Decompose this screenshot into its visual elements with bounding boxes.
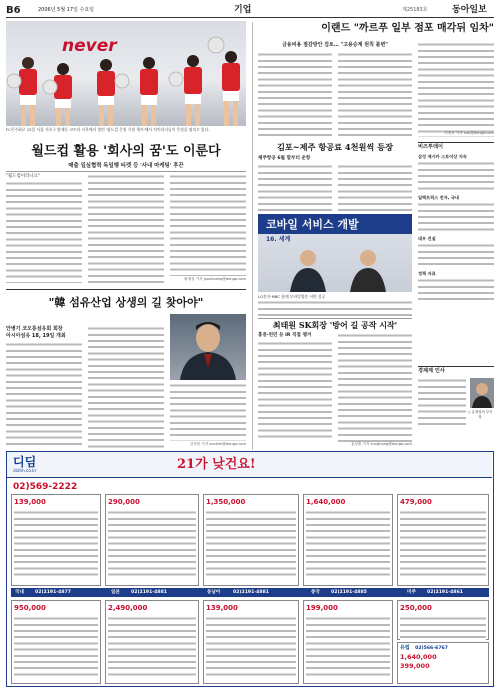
ad-price: 479,000 xyxy=(400,498,432,506)
ad-phone: 02)2191-4881 xyxy=(131,589,167,595)
ad-phone: 02)2191-4881 xyxy=(233,589,269,595)
left-story-byline: 황재성 기자 jsonhoang@donga.com xyxy=(184,277,246,281)
sidebar-item-body xyxy=(418,278,494,302)
ad-offer-box xyxy=(397,494,489,586)
sidebar-item-body xyxy=(418,202,494,232)
masthead-rule xyxy=(6,17,494,18)
ad-offer-box xyxy=(203,600,299,684)
ad-price: 139,000 xyxy=(14,498,46,506)
ad-offer-box xyxy=(397,642,489,684)
ad-offer-box xyxy=(11,600,101,684)
ad-url: didim.co.kr xyxy=(13,468,37,473)
left-story-lead: "월드컵이라니요" xyxy=(6,174,40,179)
right-story3-col-1 xyxy=(258,341,332,442)
right-story2-subhead: 제주항공 6월 말부터 운항 xyxy=(258,156,311,161)
travel-ad xyxy=(6,451,494,687)
interview-col-1 xyxy=(6,342,82,448)
ad-price: 1,640,000 xyxy=(400,652,437,661)
ad-offer-box xyxy=(397,600,489,640)
ad-label: 유럽 xyxy=(400,645,410,651)
page-number: B6 xyxy=(6,5,21,16)
left-story-col-1 xyxy=(6,181,82,283)
ad-price: 199,000 xyxy=(306,604,338,612)
right-story3-headline: 최태원 SK회장 '방어 길 공작 시작' xyxy=(272,320,398,330)
cheerleaders-group xyxy=(6,21,246,126)
ad-price: 399,000 xyxy=(400,662,430,671)
ad-price: 950,000 xyxy=(14,604,46,612)
person-photo xyxy=(470,378,494,408)
right-story1-subhead: 금융비용 절감방안 검토… "고용승계 원칙 불변" xyxy=(282,42,388,48)
right-story3-rule xyxy=(258,318,412,319)
right-story1-col-3 xyxy=(418,42,494,137)
interview-col-2 xyxy=(88,326,164,448)
left-story-subhead: 매출 일심협력 독일행 티켓 등 '사내 마케팅' 후끈 xyxy=(68,163,184,169)
ad-label: 국내 xyxy=(15,589,24,595)
left-story-rule xyxy=(6,171,246,172)
ad-header xyxy=(7,452,492,478)
section-name: 기업 xyxy=(234,5,252,15)
ad-phone-bar xyxy=(11,588,489,597)
ad-offer-box xyxy=(105,494,199,586)
masthead xyxy=(6,4,494,18)
ad-offer-row-2 xyxy=(11,600,489,684)
sidebar-item-body xyxy=(418,161,494,191)
interview-rule xyxy=(6,289,246,290)
interview-byline: 김석빈 기자 sunkim@donga.com xyxy=(189,442,246,446)
left-story-headline: 월드컵 활용 '회사의 꿈'도 이룬다 xyxy=(31,144,221,159)
ad-price: 290,000 xyxy=(108,498,140,506)
ad-price: 1,350,000 xyxy=(206,498,246,506)
person-caption: ○ 유재성씨 부사장 xyxy=(467,410,493,419)
right-story3-col-2 xyxy=(338,333,412,442)
cheerleader-photo xyxy=(6,21,246,126)
sidebar-item-body xyxy=(418,243,494,267)
right-story2-col-1 xyxy=(258,164,332,212)
interview-col-3 xyxy=(170,383,246,441)
right-story3-subhead: 홍콩·런던 등 IR 직접 챙겨 xyxy=(258,333,312,338)
photo-caption: FC온주최로 15일 서울 서초구 양재동 코트라 사옥에서 열린 '월드컵 응원 기원 행사'에서 치어리더들이 응원을 펼치고 있다. xyxy=(6,127,210,132)
photo-caption-2: LG전자·MBC 함께 모바일방송 서면 성공 xyxy=(258,294,326,299)
ad-phone: 02)2191-4885 xyxy=(331,589,367,595)
paper-name: 동아일보 xyxy=(452,5,487,15)
ad-offer-box xyxy=(105,600,199,684)
issue-date: 2006년 5월 17일 수요일 xyxy=(38,7,95,13)
column-divider xyxy=(252,22,253,450)
sidebar-item: 일렉트릭스 전자, 국내 xyxy=(418,195,459,200)
right-story1-byline: 서정보 기자 suh@donga.com xyxy=(444,131,494,135)
ad-price: 139,000 xyxy=(206,604,238,612)
ad-phone: 02)566-6767 xyxy=(415,646,448,651)
ad-label: 일본 xyxy=(111,589,120,595)
mobile-broadcast-photo xyxy=(258,214,412,292)
ad-label: 중국 xyxy=(311,589,320,595)
ad-price: 1,640,000 xyxy=(306,498,346,506)
ad-price: 2,490,000 xyxy=(108,604,148,612)
sidebar xyxy=(418,142,494,448)
ad-offer-box xyxy=(303,600,393,684)
sidebar-people-body xyxy=(418,378,466,426)
sidebar-item: 삼성 제시카 스토어상 지속 xyxy=(418,154,467,159)
ad-label: 미주 xyxy=(407,589,416,595)
right-story1-headline: 이랜드 "까르푸 일부 점포 매각뒤 임차" xyxy=(321,23,494,34)
sidebar-title-people: 경제계 인사 xyxy=(418,366,494,374)
right-story3-byline: 홍성출 기자 sunghong@donga.com xyxy=(350,442,412,446)
photo-banner-2: 16. 세계 xyxy=(266,236,291,243)
ad-phone: 02)2191-4877 xyxy=(35,589,71,595)
ad-offer-box xyxy=(203,494,299,586)
right-story2-headline: 김포~제주 항공료 4천원씩 등장 xyxy=(276,142,394,152)
ad-phone-main: 02)569-2222 xyxy=(13,482,78,492)
photo-banner: 코바일 서비스 개발 xyxy=(266,218,359,231)
interview-portrait xyxy=(170,314,246,380)
interview-lead-2: 아시아섬유 18, 19일 개최 xyxy=(6,333,66,339)
ad-label: 동남아 xyxy=(207,589,221,595)
right-story1-col-2 xyxy=(338,52,412,137)
left-story-col-3 xyxy=(170,174,246,276)
sidebar-title-biz-today: 비즈투데이 xyxy=(418,142,494,150)
interview-lead: 안병기 코오롱섬유회 회장 xyxy=(6,326,63,332)
ad-brand: 디딤 xyxy=(13,455,37,469)
edition-number: 제25183호 xyxy=(402,7,428,13)
ad-offer-row-1 xyxy=(11,494,489,586)
left-story-col-2 xyxy=(88,174,164,283)
sidebar-item: 대우 건설 xyxy=(418,236,436,241)
sidebar-item: 정책 자료 xyxy=(418,271,436,276)
photo-banner-text: never xyxy=(62,36,117,56)
ad-headline: 21가 낮건요! xyxy=(177,457,256,472)
ad-offer-box xyxy=(303,494,393,586)
right-story1-col-1 xyxy=(258,52,332,137)
ad-offer-box xyxy=(11,494,101,586)
right-story2-col-2 xyxy=(338,164,412,212)
ad-price: 250,000 xyxy=(400,604,432,612)
ad-phone: 02)2191-4861 xyxy=(427,589,463,595)
interview-headline: "韓 섬유산업 상생의 길 찾아야" xyxy=(48,296,204,309)
photo-caption-body xyxy=(258,300,412,316)
